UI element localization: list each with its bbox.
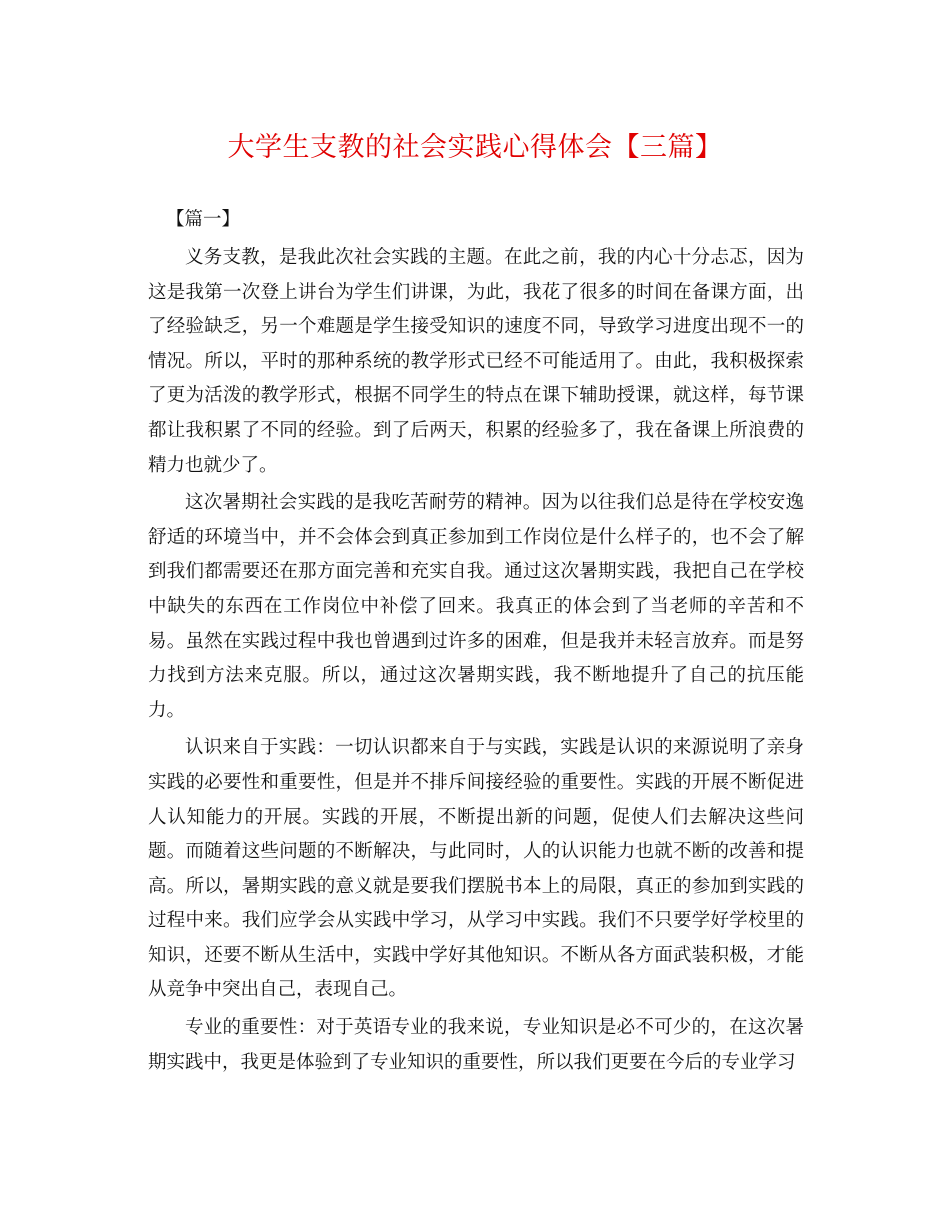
document-body (148, 203, 804, 1083)
paragraph-2: 这次暑期社会实践的是我吃苦耐劳的精神。因为以往我们总是待在学校安逸舒适的环境当中，并不会体会到真正参加到工作岗位是什么样子的，也不会了解到我们都需要还在那方面完善和充实自我。通过这次暑期实践，我把自己在学校中缺失的东西在工作岗位中补偿了回来。我真正的体会到了当老师的辛苦和不易。虽然在实践过程中我也曾遇到过许多的困难，但是我并未轻言放弃。而是努力找到方法来克服。所以，通过这次暑期实践，我不断地提升了自己的抗压能力。 (148, 492, 804, 721)
paragraph-1: 义务支教，是我此次社会实践的主题。在此之前，我的内心十分忐忑，因为这是我第一次登上讲台为学生们讲课，为此，我花了很多的时间在备课方面，出了经验缺乏，另一个难题是学生接受知识的速度不同，导致学习进度出现不一的情况。所以，平时的那种系统的教学形式已经不可能适用了。由此，我积极探索了更为活泼的教学形式，根据不同学生的特点在课下辅助授课，就这样，每节课都让我积累了不同的经验。到了后两天，积累的经验多了，我在备课上所浪费的精力也就少了。 (148, 247, 804, 476)
paragraph-3: 认识来自于实践：一切认识都来自于与实践，实践是认识的来源说明了亲身实践的必要性和重要性，但是并不排斥间接经验的重要性。实践的开展不断促进人认知能力的开展。实践的开展，不断提出新的问题，促使人们去解决这些问题。而随着这些问题的不断解决，与此同时，人的认识能力也就不断的改善和提高。所以，暑期实践的意义就是要我们摆脱书本上的局限，真正的参加到实践的过程中来。我们应学会从实践中学习，从学习中实践。我们不只要学好学校里的知识，还要不断从生活中，实践中学好其他知识。不断从各方面武装积极，才能从竞争中突出自己，表现自己。 (148, 737, 804, 1001)
section-heading: 【篇一】 (166, 209, 241, 230)
paragraph-4: 专业的重要性：对于英语专业的我来说，专业知识是必不可少的，在这次暑期实践中，我更是体验到了专业知识的重要性，所以我们更要在今后的专业学习 (148, 1017, 804, 1073)
document-title: 大学生支教的社会实践心得体会【三篇】 (227, 132, 723, 163)
